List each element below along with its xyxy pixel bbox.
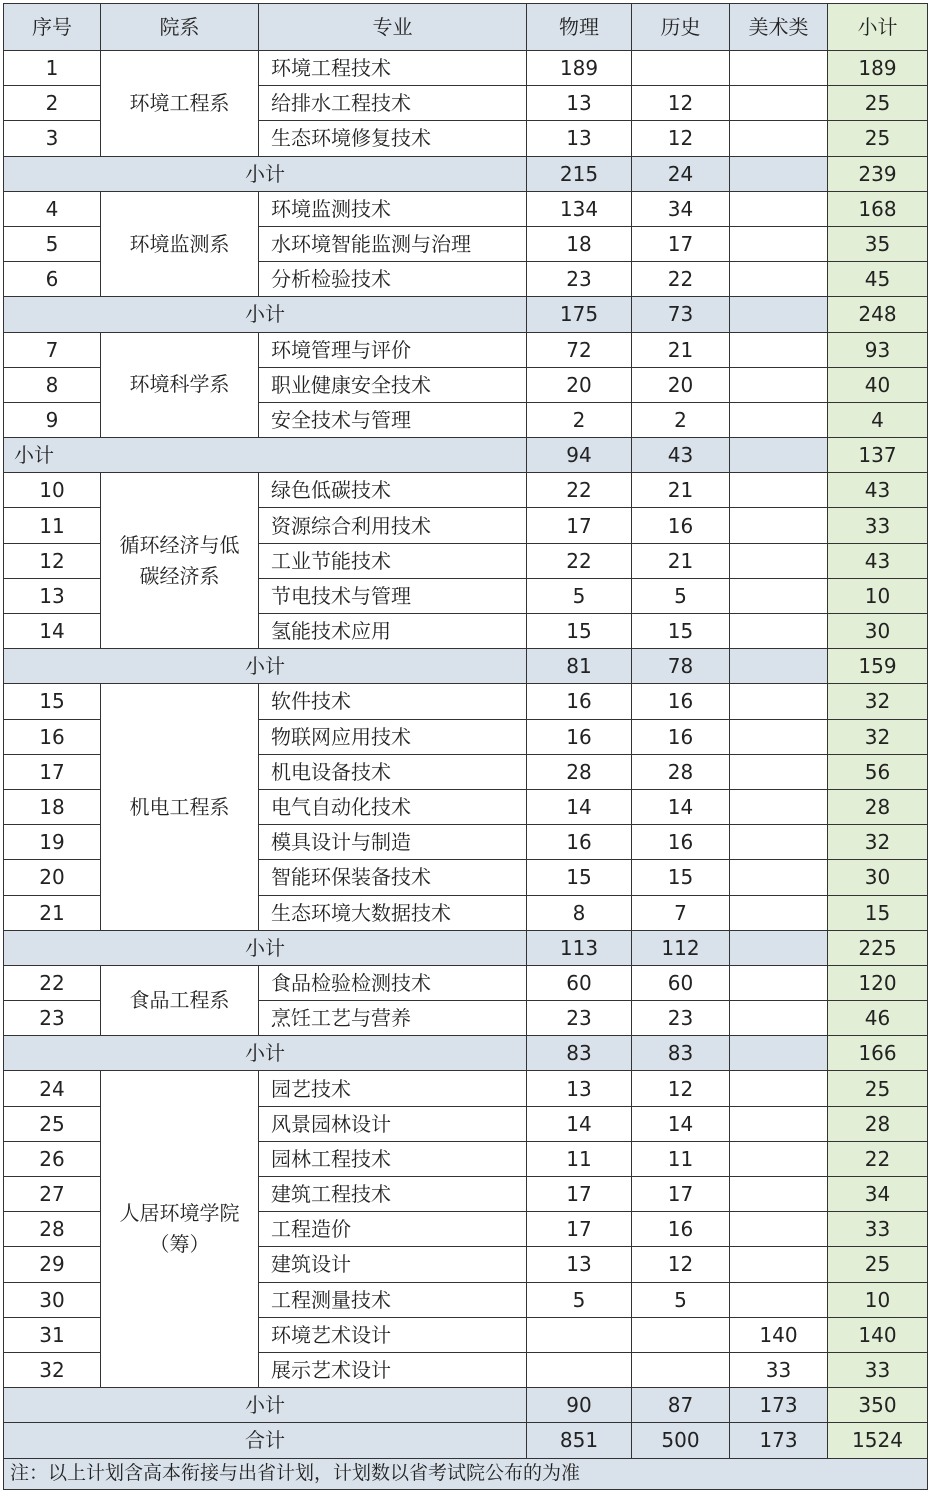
art-cell xyxy=(730,1001,828,1036)
header-total: 小计 xyxy=(828,4,928,51)
dept-cell xyxy=(101,332,259,438)
history-cell: 2 xyxy=(632,402,730,437)
history-cell: 12 xyxy=(632,121,730,156)
total-cell: 10 xyxy=(828,578,928,613)
art-cell xyxy=(730,860,828,895)
seq-cell: 1 xyxy=(4,51,101,86)
subtotal-history: 24 xyxy=(632,156,730,191)
grand-total-art: 173 xyxy=(730,1423,828,1458)
total-cell: 40 xyxy=(828,367,928,402)
history-cell: 16 xyxy=(632,508,730,543)
history-cell: 34 xyxy=(632,191,730,226)
major-cell: 资源综合利用技术 xyxy=(259,508,527,543)
art-cell xyxy=(730,614,828,649)
history-cell xyxy=(632,1317,730,1352)
art-cell xyxy=(730,1247,828,1282)
seq-cell: 6 xyxy=(4,262,101,297)
total-cell: 15 xyxy=(828,895,928,930)
seq-cell: 28 xyxy=(4,1212,101,1247)
subtotal-row xyxy=(4,649,928,684)
total-cell: 30 xyxy=(828,860,928,895)
art-cell xyxy=(730,1141,828,1176)
history-cell: 28 xyxy=(632,754,730,789)
major-cell: 氢能技术应用 xyxy=(259,614,527,649)
physics-cell: 13 xyxy=(527,86,632,121)
physics-cell: 23 xyxy=(527,262,632,297)
major-cell: 工程测量技术 xyxy=(259,1282,527,1317)
major-cell: 物联网应用技术 xyxy=(259,719,527,754)
total-cell: 35 xyxy=(828,226,928,261)
major-cell: 建筑工程技术 xyxy=(259,1177,527,1212)
header-dept: 院系 xyxy=(101,4,259,51)
total-cell: 33 xyxy=(828,1352,928,1387)
subtotal-physics: 215 xyxy=(527,156,632,191)
seq-cell: 24 xyxy=(4,1071,101,1106)
total-cell: 93 xyxy=(828,332,928,367)
art-cell xyxy=(730,965,828,1000)
seq-cell: 19 xyxy=(4,825,101,860)
physics-cell: 15 xyxy=(527,614,632,649)
major-cell: 环境工程技术 xyxy=(259,51,527,86)
history-cell: 21 xyxy=(632,332,730,367)
physics-cell: 16 xyxy=(527,719,632,754)
total-cell: 10 xyxy=(828,1282,928,1317)
subtotal-art xyxy=(730,156,828,191)
physics-cell: 72 xyxy=(527,332,632,367)
total-cell: 43 xyxy=(828,543,928,578)
history-cell: 60 xyxy=(632,965,730,1000)
physics-cell: 18 xyxy=(527,226,632,261)
subtotal-total: 137 xyxy=(828,438,928,473)
table-row xyxy=(4,332,928,367)
seq-cell: 23 xyxy=(4,1001,101,1036)
dept-name-line: 机电工程系 xyxy=(129,794,230,819)
major-cell: 生态环境修复技术 xyxy=(259,121,527,156)
physics-cell xyxy=(527,1317,632,1352)
subtotal-row xyxy=(4,1036,928,1071)
subtotal-label: 小计 xyxy=(4,1036,527,1071)
total-cell: 32 xyxy=(828,719,928,754)
header-row xyxy=(4,4,928,51)
major-cell: 给排水工程技术 xyxy=(259,86,527,121)
history-cell: 22 xyxy=(632,262,730,297)
seq-cell: 18 xyxy=(4,789,101,824)
major-cell: 风景园林设计 xyxy=(259,1106,527,1141)
header-major: 专业 xyxy=(259,4,527,51)
physics-cell: 16 xyxy=(527,684,632,719)
total-cell: 30 xyxy=(828,614,928,649)
history-cell: 21 xyxy=(632,473,730,508)
dept-name-line: 环境工程系 xyxy=(129,90,230,115)
major-cell: 机电设备技术 xyxy=(259,754,527,789)
major-cell: 工业节能技术 xyxy=(259,543,527,578)
history-cell: 15 xyxy=(632,614,730,649)
subtotal-label: 小计 xyxy=(4,297,527,332)
subtotal-history: 87 xyxy=(632,1388,730,1423)
subtotal-physics: 90 xyxy=(527,1388,632,1423)
art-cell xyxy=(730,1177,828,1212)
physics-cell: 22 xyxy=(527,473,632,508)
history-cell: 21 xyxy=(632,543,730,578)
seq-cell: 16 xyxy=(4,719,101,754)
physics-cell: 14 xyxy=(527,789,632,824)
note-row xyxy=(4,1458,928,1489)
table-body xyxy=(4,51,928,1423)
seq-cell: 11 xyxy=(4,508,101,543)
art-cell xyxy=(730,508,828,543)
total-cell: 56 xyxy=(828,754,928,789)
subtotal-total: 166 xyxy=(828,1036,928,1071)
grand-total-total: 1524 xyxy=(828,1423,928,1458)
subtotal-row xyxy=(4,156,928,191)
major-cell: 节电技术与管理 xyxy=(259,578,527,613)
art-cell xyxy=(730,789,828,824)
table-row xyxy=(4,191,928,226)
history-cell: 12 xyxy=(632,86,730,121)
history-cell: 5 xyxy=(632,1282,730,1317)
grand-total-row xyxy=(4,1423,928,1458)
total-cell: 25 xyxy=(828,121,928,156)
subtotal-row xyxy=(4,297,928,332)
major-cell: 模具设计与制造 xyxy=(259,825,527,860)
major-cell: 安全技术与管理 xyxy=(259,402,527,437)
grand-total-history: 500 xyxy=(632,1423,730,1458)
major-cell: 水环境智能监测与治理 xyxy=(259,226,527,261)
seq-cell: 10 xyxy=(4,473,101,508)
physics-cell: 17 xyxy=(527,1177,632,1212)
history-cell: 5 xyxy=(632,578,730,613)
major-cell: 展示艺术设计 xyxy=(259,1352,527,1387)
seq-cell: 5 xyxy=(4,226,101,261)
physics-cell: 14 xyxy=(527,1106,632,1141)
subtotal-label: 小计 xyxy=(4,930,527,965)
header-physics: 物理 xyxy=(527,4,632,51)
physics-cell: 17 xyxy=(527,1212,632,1247)
seq-cell: 26 xyxy=(4,1141,101,1176)
major-cell: 生态环境大数据技术 xyxy=(259,895,527,930)
total-cell: 25 xyxy=(828,86,928,121)
major-cell: 食品检验检测技术 xyxy=(259,965,527,1000)
history-cell: 14 xyxy=(632,789,730,824)
art-cell xyxy=(730,332,828,367)
major-cell: 建筑设计 xyxy=(259,1247,527,1282)
history-cell xyxy=(632,51,730,86)
physics-cell: 15 xyxy=(527,860,632,895)
physics-cell: 28 xyxy=(527,754,632,789)
seq-cell: 3 xyxy=(4,121,101,156)
physics-cell: 23 xyxy=(527,1001,632,1036)
seq-cell: 9 xyxy=(4,402,101,437)
subtotal-row xyxy=(4,438,928,473)
total-cell: 189 xyxy=(828,51,928,86)
physics-cell: 5 xyxy=(527,1282,632,1317)
physics-cell: 13 xyxy=(527,1247,632,1282)
dept-cell xyxy=(101,473,259,649)
subtotal-history: 83 xyxy=(632,1036,730,1071)
physics-cell: 8 xyxy=(527,895,632,930)
total-cell: 46 xyxy=(828,1001,928,1036)
seq-cell: 31 xyxy=(4,1317,101,1352)
physics-cell: 2 xyxy=(527,402,632,437)
total-cell: 28 xyxy=(828,1106,928,1141)
major-cell: 烹饪工艺与营养 xyxy=(259,1001,527,1036)
physics-cell: 60 xyxy=(527,965,632,1000)
subtotal-label: 小计 xyxy=(4,156,527,191)
physics-cell: 17 xyxy=(527,508,632,543)
physics-cell: 16 xyxy=(527,825,632,860)
seq-cell: 22 xyxy=(4,965,101,1000)
subtotal-physics: 83 xyxy=(527,1036,632,1071)
major-cell: 工程造价 xyxy=(259,1212,527,1247)
subtotal-art xyxy=(730,930,828,965)
subtotal-total: 248 xyxy=(828,297,928,332)
art-cell xyxy=(730,191,828,226)
history-cell: 17 xyxy=(632,226,730,261)
total-cell: 25 xyxy=(828,1247,928,1282)
grand-total-label: 合计 xyxy=(4,1423,527,1458)
total-cell: 120 xyxy=(828,965,928,1000)
art-cell xyxy=(730,1106,828,1141)
subtotal-history: 78 xyxy=(632,649,730,684)
history-cell: 17 xyxy=(632,1177,730,1212)
history-cell xyxy=(632,1352,730,1387)
history-cell: 14 xyxy=(632,1106,730,1141)
physics-cell: 189 xyxy=(527,51,632,86)
dept-name-line: 食品工程系 xyxy=(129,988,230,1013)
art-cell xyxy=(730,1282,828,1317)
seq-cell: 15 xyxy=(4,684,101,719)
art-cell xyxy=(730,543,828,578)
seq-cell: 14 xyxy=(4,614,101,649)
subtotal-row xyxy=(4,1388,928,1423)
subtotal-total: 159 xyxy=(828,649,928,684)
table-row xyxy=(4,473,928,508)
subtotal-history: 43 xyxy=(632,438,730,473)
subtotal-art xyxy=(730,649,828,684)
dept-cell xyxy=(101,965,259,1035)
history-cell: 16 xyxy=(632,719,730,754)
seq-cell: 29 xyxy=(4,1247,101,1282)
art-cell xyxy=(730,226,828,261)
subtotal-art: 173 xyxy=(730,1388,828,1423)
dept-name-line: 环境科学系 xyxy=(129,372,230,397)
dept-name-line: （筹） xyxy=(149,1232,210,1257)
total-cell: 4 xyxy=(828,402,928,437)
subtotal-total: 239 xyxy=(828,156,928,191)
seq-cell: 25 xyxy=(4,1106,101,1141)
subtotal-physics: 94 xyxy=(527,438,632,473)
subtotal-history: 73 xyxy=(632,297,730,332)
dept-name-line: 循环经济与低 xyxy=(119,532,240,557)
history-cell: 16 xyxy=(632,825,730,860)
subtotal-total: 225 xyxy=(828,930,928,965)
dept-name-line: 碳经济系 xyxy=(139,563,220,588)
seq-cell: 21 xyxy=(4,895,101,930)
seq-cell: 4 xyxy=(4,191,101,226)
physics-cell: 134 xyxy=(527,191,632,226)
major-cell: 软件技术 xyxy=(259,684,527,719)
history-cell: 16 xyxy=(632,1212,730,1247)
art-cell xyxy=(730,86,828,121)
seq-cell: 30 xyxy=(4,1282,101,1317)
major-cell: 环境艺术设计 xyxy=(259,1317,527,1352)
dept-cell xyxy=(101,191,259,297)
art-cell: 33 xyxy=(730,1352,828,1387)
history-cell: 15 xyxy=(632,860,730,895)
total-cell: 43 xyxy=(828,473,928,508)
subtotal-physics: 113 xyxy=(527,930,632,965)
art-cell xyxy=(730,1071,828,1106)
dept-cell xyxy=(101,51,259,157)
subtotal-art xyxy=(730,1036,828,1071)
art-cell xyxy=(730,402,828,437)
art-cell xyxy=(730,1212,828,1247)
total-cell: 140 xyxy=(828,1317,928,1352)
history-cell: 12 xyxy=(632,1071,730,1106)
seq-cell: 13 xyxy=(4,578,101,613)
seq-cell: 7 xyxy=(4,332,101,367)
major-cell: 环境管理与评价 xyxy=(259,332,527,367)
physics-cell: 11 xyxy=(527,1141,632,1176)
table-row xyxy=(4,965,928,1000)
art-cell xyxy=(730,367,828,402)
total-cell: 25 xyxy=(828,1071,928,1106)
physics-cell: 13 xyxy=(527,1071,632,1106)
subtotal-label: 小计 xyxy=(4,1388,527,1423)
dept-cell xyxy=(101,684,259,930)
history-cell: 12 xyxy=(632,1247,730,1282)
total-cell: 45 xyxy=(828,262,928,297)
art-cell xyxy=(730,684,828,719)
seq-cell: 2 xyxy=(4,86,101,121)
art-cell xyxy=(730,719,828,754)
art-cell xyxy=(730,262,828,297)
dept-name-line: 人居环境学院 xyxy=(119,1201,240,1226)
header-seq: 序号 xyxy=(4,4,101,51)
total-cell: 168 xyxy=(828,191,928,226)
major-cell: 园林工程技术 xyxy=(259,1141,527,1176)
art-cell: 140 xyxy=(730,1317,828,1352)
header-art: 美术类 xyxy=(730,4,828,51)
subtotal-art xyxy=(730,438,828,473)
total-cell: 33 xyxy=(828,508,928,543)
grand-total-physics: 851 xyxy=(527,1423,632,1458)
physics-cell: 22 xyxy=(527,543,632,578)
total-cell: 32 xyxy=(828,825,928,860)
history-cell: 23 xyxy=(632,1001,730,1036)
major-cell: 分析检验技术 xyxy=(259,262,527,297)
subtotal-label: 小计 xyxy=(4,649,527,684)
footnote: 注：以上计划含高本衔接与出省计划，计划数以省考试院公布的为准 xyxy=(4,1458,928,1489)
seq-cell: 32 xyxy=(4,1352,101,1387)
dept-cell xyxy=(101,1071,259,1388)
subtotal-row xyxy=(4,930,928,965)
physics-cell: 20 xyxy=(527,367,632,402)
major-cell: 绿色低碳技术 xyxy=(259,473,527,508)
history-cell: 11 xyxy=(632,1141,730,1176)
major-cell: 职业健康安全技术 xyxy=(259,367,527,402)
art-cell xyxy=(730,578,828,613)
total-cell: 28 xyxy=(828,789,928,824)
total-cell: 34 xyxy=(828,1177,928,1212)
enrollment-plan-table xyxy=(3,3,928,1490)
subtotal-history: 112 xyxy=(632,930,730,965)
major-cell: 电气自动化技术 xyxy=(259,789,527,824)
art-cell xyxy=(730,121,828,156)
seq-cell: 27 xyxy=(4,1177,101,1212)
subtotal-total: 350 xyxy=(828,1388,928,1423)
seq-cell: 20 xyxy=(4,860,101,895)
dept-name-line: 环境监测系 xyxy=(129,231,230,256)
seq-cell: 17 xyxy=(4,754,101,789)
seq-cell: 8 xyxy=(4,367,101,402)
art-cell xyxy=(730,51,828,86)
subtotal-label: 小计 xyxy=(4,438,527,473)
major-cell: 园艺技术 xyxy=(259,1071,527,1106)
table-row xyxy=(4,684,928,719)
physics-cell: 5 xyxy=(527,578,632,613)
table-row xyxy=(4,1071,928,1106)
total-cell: 22 xyxy=(828,1141,928,1176)
art-cell xyxy=(730,754,828,789)
major-cell: 环境监测技术 xyxy=(259,191,527,226)
header-history: 历史 xyxy=(632,4,730,51)
table-row xyxy=(4,51,928,86)
subtotal-art xyxy=(730,297,828,332)
art-cell xyxy=(730,895,828,930)
major-cell: 智能环保装备技术 xyxy=(259,860,527,895)
physics-cell xyxy=(527,1352,632,1387)
history-cell: 7 xyxy=(632,895,730,930)
physics-cell: 13 xyxy=(527,121,632,156)
total-cell: 32 xyxy=(828,684,928,719)
seq-cell: 12 xyxy=(4,543,101,578)
total-cell: 33 xyxy=(828,1212,928,1247)
art-cell xyxy=(730,825,828,860)
art-cell xyxy=(730,473,828,508)
subtotal-physics: 175 xyxy=(527,297,632,332)
history-cell: 20 xyxy=(632,367,730,402)
history-cell: 16 xyxy=(632,684,730,719)
subtotal-physics: 81 xyxy=(527,649,632,684)
